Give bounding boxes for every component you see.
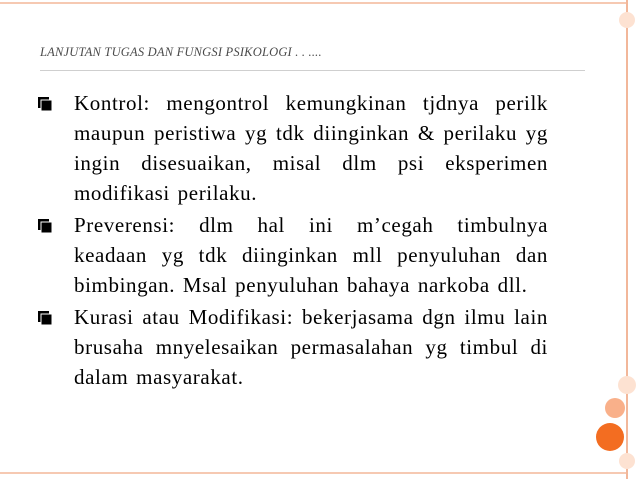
square-bullet-icon xyxy=(38,302,74,325)
circle-small-top xyxy=(619,12,635,28)
circle-accent xyxy=(596,423,624,451)
circle-mid xyxy=(605,398,625,418)
circle-small-upper xyxy=(618,376,636,394)
bullet-item xyxy=(38,88,548,208)
bullet-text: Kontrol: mengontrol kemungkinan tjdnya perilk maupun peristiwa yg tdk diinginkan & perilaku yg ingin disesuaikan, misal dlm psi eksperimen modifikasi perilaku. xyxy=(74,91,548,205)
bullet-text: Kurasi atau Modifikasi: bekerjasama dgn ilmu lain brusaha mnyelesaikan permasalahan yg timbul di dalam masyarakat. xyxy=(74,305,548,389)
circle-small-lower xyxy=(619,453,635,469)
slide-title: LANJUTAN TUGAS DAN FUNGSI PSIKOLOGI . . .... xyxy=(40,45,322,59)
bullet-text: Preverensi: dlm hal ini m’cegah timbulnya keadaan yg tdk diinginkan mll penyuluhan dan bimbingan. Msal penyuluhan bahaya narkoba dll. xyxy=(74,213,548,297)
title-divider xyxy=(40,70,585,71)
square-bullet-icon xyxy=(38,88,74,111)
bullet-item xyxy=(38,302,548,392)
square-bullet-icon xyxy=(38,210,74,233)
bullet-list xyxy=(38,88,548,394)
bullet-item xyxy=(38,210,548,300)
